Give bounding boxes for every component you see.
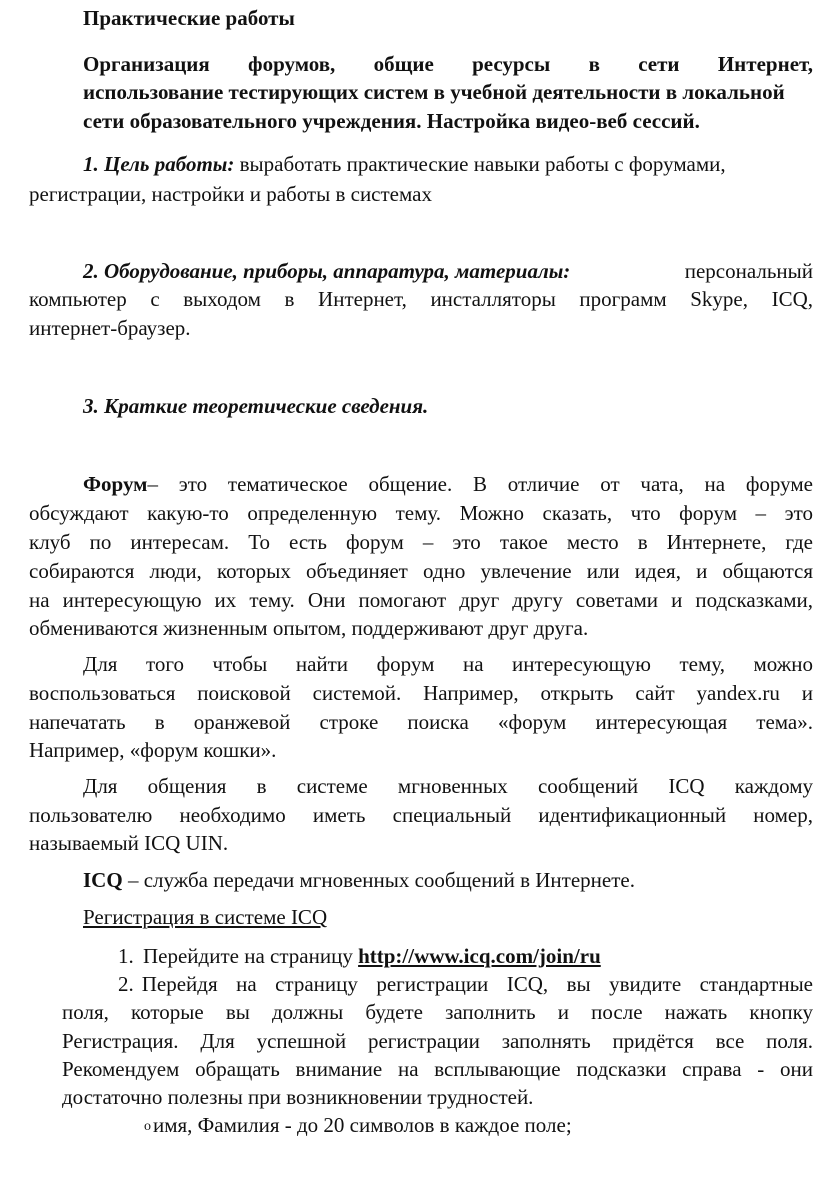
- step-2-line-1: [118, 970, 813, 998]
- forum-term: Форум: [83, 472, 148, 496]
- step-2-line-5: достаточно полезны при возникновении трудностей.: [62, 1085, 534, 1109]
- bullet-marker: o: [144, 1119, 151, 1134]
- search-line-3: напечатать в оранжевой строке поиска «форум интересующая тема».: [29, 710, 813, 734]
- title-line-2: использование тестирующих систем в учебной деятельности в локальной: [83, 80, 785, 104]
- step-2-number: 2.: [118, 972, 134, 996]
- search-line-1: Для того чтобы найти форум на интересующую тему, можно: [83, 652, 813, 676]
- page-heading: Практические работы: [83, 6, 295, 30]
- step-1-number: 1.: [118, 944, 134, 968]
- icq-definition: [83, 866, 635, 894]
- title-line-1: Организация форумов, общие ресурсы в сети Интернет,: [83, 52, 813, 76]
- step-2-line-4: Рекомендуем обращать внимание на всплывающие подсказки справа - они: [62, 1057, 813, 1081]
- forum-line-1: [83, 470, 813, 498]
- equipment-text: персональный: [684, 259, 813, 283]
- step-1-text: Перейдите на страницу: [143, 944, 359, 968]
- step-2-line-3: Регистрация. Для успешной регистрации заполнять придётся все поля.: [62, 1029, 813, 1053]
- equipment-label: 2. Оборудование, приборы, аппаратура, материалы:: [83, 259, 571, 283]
- sub-bullet-text: имя, Фамилия - до 20 символов в каждое поле;: [153, 1113, 572, 1137]
- goal-line-1: [83, 150, 726, 178]
- goal-text: выработать практические навыки работы с форумами,: [234, 152, 726, 176]
- search-line-4: Например, «форум кошки».: [29, 738, 277, 762]
- icq-join-link[interactable]: http://www.icq.com/join/ru: [358, 944, 601, 968]
- registration-heading: Регистрация в системе ICQ: [83, 905, 328, 929]
- section-theory-heading: 3. Краткие теоретические сведения.: [83, 394, 429, 418]
- forum-line-5: на интересующую их тему. Они помогают друг другу советами и подсказками,: [29, 588, 813, 612]
- icq-uin-line-3: называемый ICQ UIN.: [29, 831, 229, 855]
- search-line-2: воспользоваться поисковой системой. Например, открыть сайт yandex.ru и: [29, 681, 813, 705]
- icq-term: ICQ: [83, 868, 123, 892]
- step-1: [118, 942, 601, 970]
- icq-uin-line-2: пользователю необходимо иметь специальный идентификационный номер,: [29, 803, 813, 827]
- equipment-line-2: компьютер с выходом в Интернет, инсталляторы программ Skype, ICQ,: [29, 287, 813, 311]
- step-2-line-2: поля, которые вы должны будете заполнить и после нажать кнопку: [62, 1000, 813, 1024]
- forum-line-6: обмениваются жизненным опытом, поддерживают друг друга.: [29, 616, 589, 640]
- equipment-line-1: [83, 257, 813, 285]
- forum-line-1-text: – это тематическое общение. В отличие от чата, на форуме: [147, 472, 813, 496]
- goal-label: 1. Цель работы:: [83, 152, 235, 176]
- forum-line-2: обсуждают какую-то определенную тему. Можно сказать, что форум – это: [29, 501, 813, 525]
- step-2-text: Перейдя на страницу регистрации ICQ, вы увидите стандартные: [141, 972, 813, 996]
- forum-line-4: собираются люди, которых объединяет одно увлечение или идея, и общаются: [29, 559, 813, 583]
- icq-definition-text: – служба передачи мгновенных сообщений в Интернете.: [122, 868, 635, 892]
- sub-bullet-item: [144, 1111, 572, 1143]
- icq-uin-line-1: Для общения в системе мгновенных сообщений ICQ каждому: [83, 774, 813, 798]
- goal-line-2: регистрации, настройки и работы в системах: [29, 182, 432, 206]
- title-line-3: сети образовательного учреждения. Настройка видео-веб сессий.: [83, 109, 700, 133]
- forum-line-3: клуб по интересам. То есть форум – это такое место в Интернете, где: [29, 530, 813, 554]
- equipment-line-3: интернет-браузер.: [29, 316, 191, 340]
